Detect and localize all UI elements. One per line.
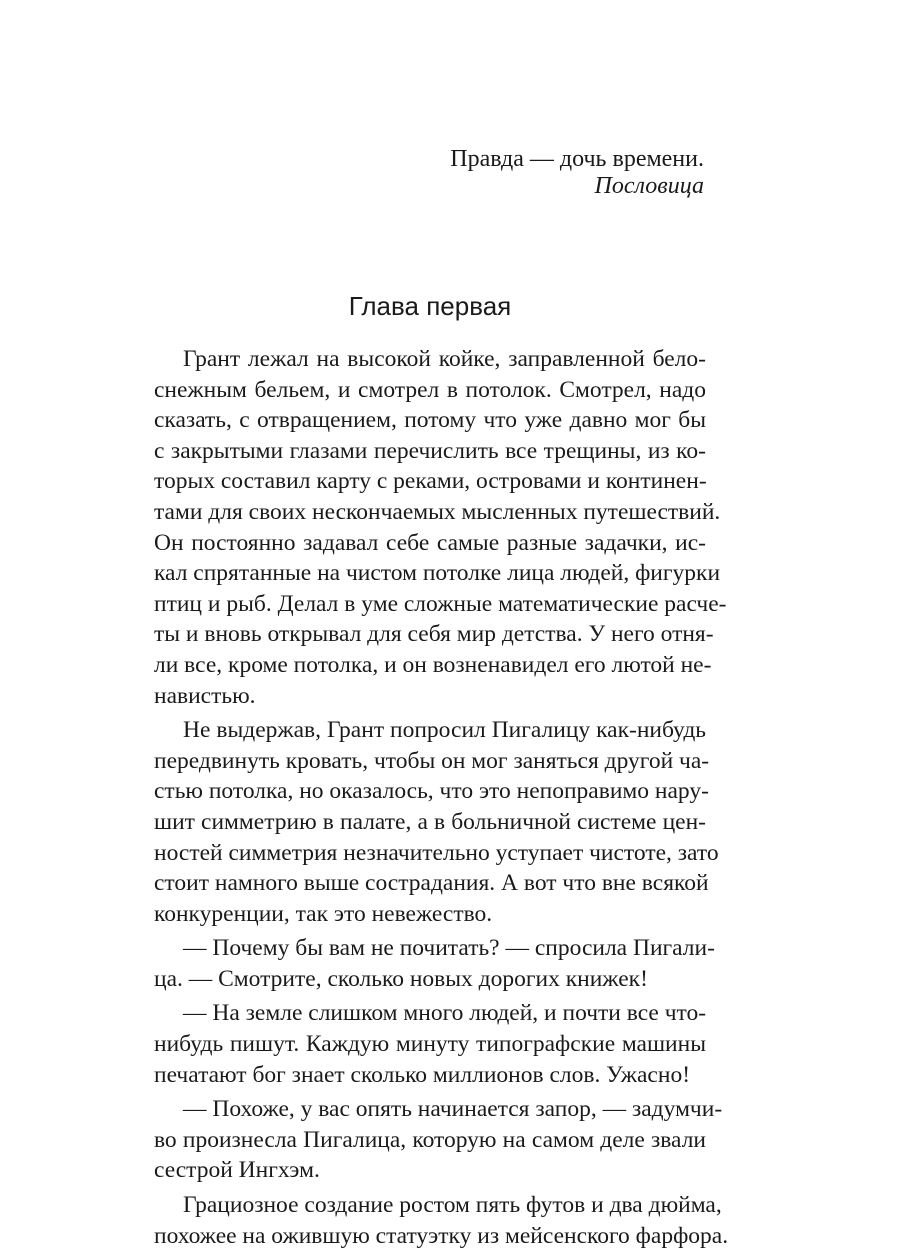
text-line: навистью. <box>154 682 256 709</box>
text-line: тами для своих нескончаемых мысленных путешествий. <box>154 498 721 525</box>
text-line: ли все, кроме потолка, и он возненавидел его лютой не- <box>154 651 712 678</box>
text-line: Грациозное создание ростом пять футов и два дюйма, <box>183 1192 722 1219</box>
text-line: стоит намного выше сострадания. А вот что вне всякой <box>154 870 709 897</box>
epigraph <box>450 146 704 200</box>
chapter-body <box>154 344 729 1251</box>
text-line: — Почему бы вам не почитать? — спросила Пигали- <box>183 935 715 962</box>
text-line: птиц и рыб. Делал в уме сложные математические расче- <box>154 590 727 617</box>
text-line: шит симметрию в палате, а в больничной системе цен- <box>154 808 706 835</box>
paragraph <box>154 344 727 711</box>
text-line: конкуренции, так это невежество. <box>154 900 493 927</box>
text-line: — На земле слишком много людей, и почти все что- <box>183 1000 707 1027</box>
text-line: похожее на ожившую статуэтку из мейсенского фарфора. <box>154 1222 729 1249</box>
epigraph-source: Пословица <box>594 173 704 199</box>
text-line: с закрытыми глазами перечислить все трещины, из ко- <box>154 437 706 464</box>
paragraph <box>154 1094 723 1186</box>
text-line: кал спрятанные на чистом потолке лица людей, фигурки <box>154 560 721 587</box>
paragraph <box>154 1190 729 1251</box>
text-line: снежным бельем, и смотрел в потолок. Смотрел, надо <box>154 376 706 403</box>
paragraph <box>154 998 706 1090</box>
text-line: ца. — Смотрите, сколько новых дорогих книжек! <box>154 965 648 992</box>
chapter-title: Глава первая <box>348 291 512 321</box>
text-line: сказать, с отвращением, потому что уже давно мог бы <box>154 407 706 434</box>
text-line: торых составил карту с реками, островами и континен- <box>154 468 707 495</box>
paragraph <box>154 715 719 929</box>
text-line: ты и вновь открывал для себя мир детства. У него отня- <box>154 621 714 648</box>
paragraph <box>154 933 715 994</box>
text-line: сестрой Ингхэм. <box>154 1157 320 1184</box>
text-line: Грант лежал на высокой койке, заправленной бело- <box>183 346 706 372</box>
text-line: — Похоже, у вас опять начинается запор, — задумчи- <box>183 1096 723 1123</box>
text-line: Он постоянно задавал себе самые разные задачки, ис- <box>154 529 706 556</box>
text-line: Не выдержав, Грант попросил Пигалицу как-нибудь <box>183 717 706 744</box>
text-line: нибудь пишут. Каждую минуту типографские машины <box>154 1031 706 1058</box>
text-line: ностей симметрия незначительно уступает чистоте, зато <box>154 839 719 866</box>
text-line: во произнесла Пигалица, которую на самом деле звали <box>154 1126 706 1153</box>
text-line: передвинуть кровать, чтобы он мог заняться другой ча- <box>154 747 710 774</box>
text-line: стью потолка, но оказалось, что это непоправимо нару- <box>154 778 709 805</box>
epigraph-quote: Правда — дочь времени. <box>450 146 704 172</box>
text-line: печатают бог знает сколько миллионов слов. Ужасно! <box>154 1061 691 1088</box>
